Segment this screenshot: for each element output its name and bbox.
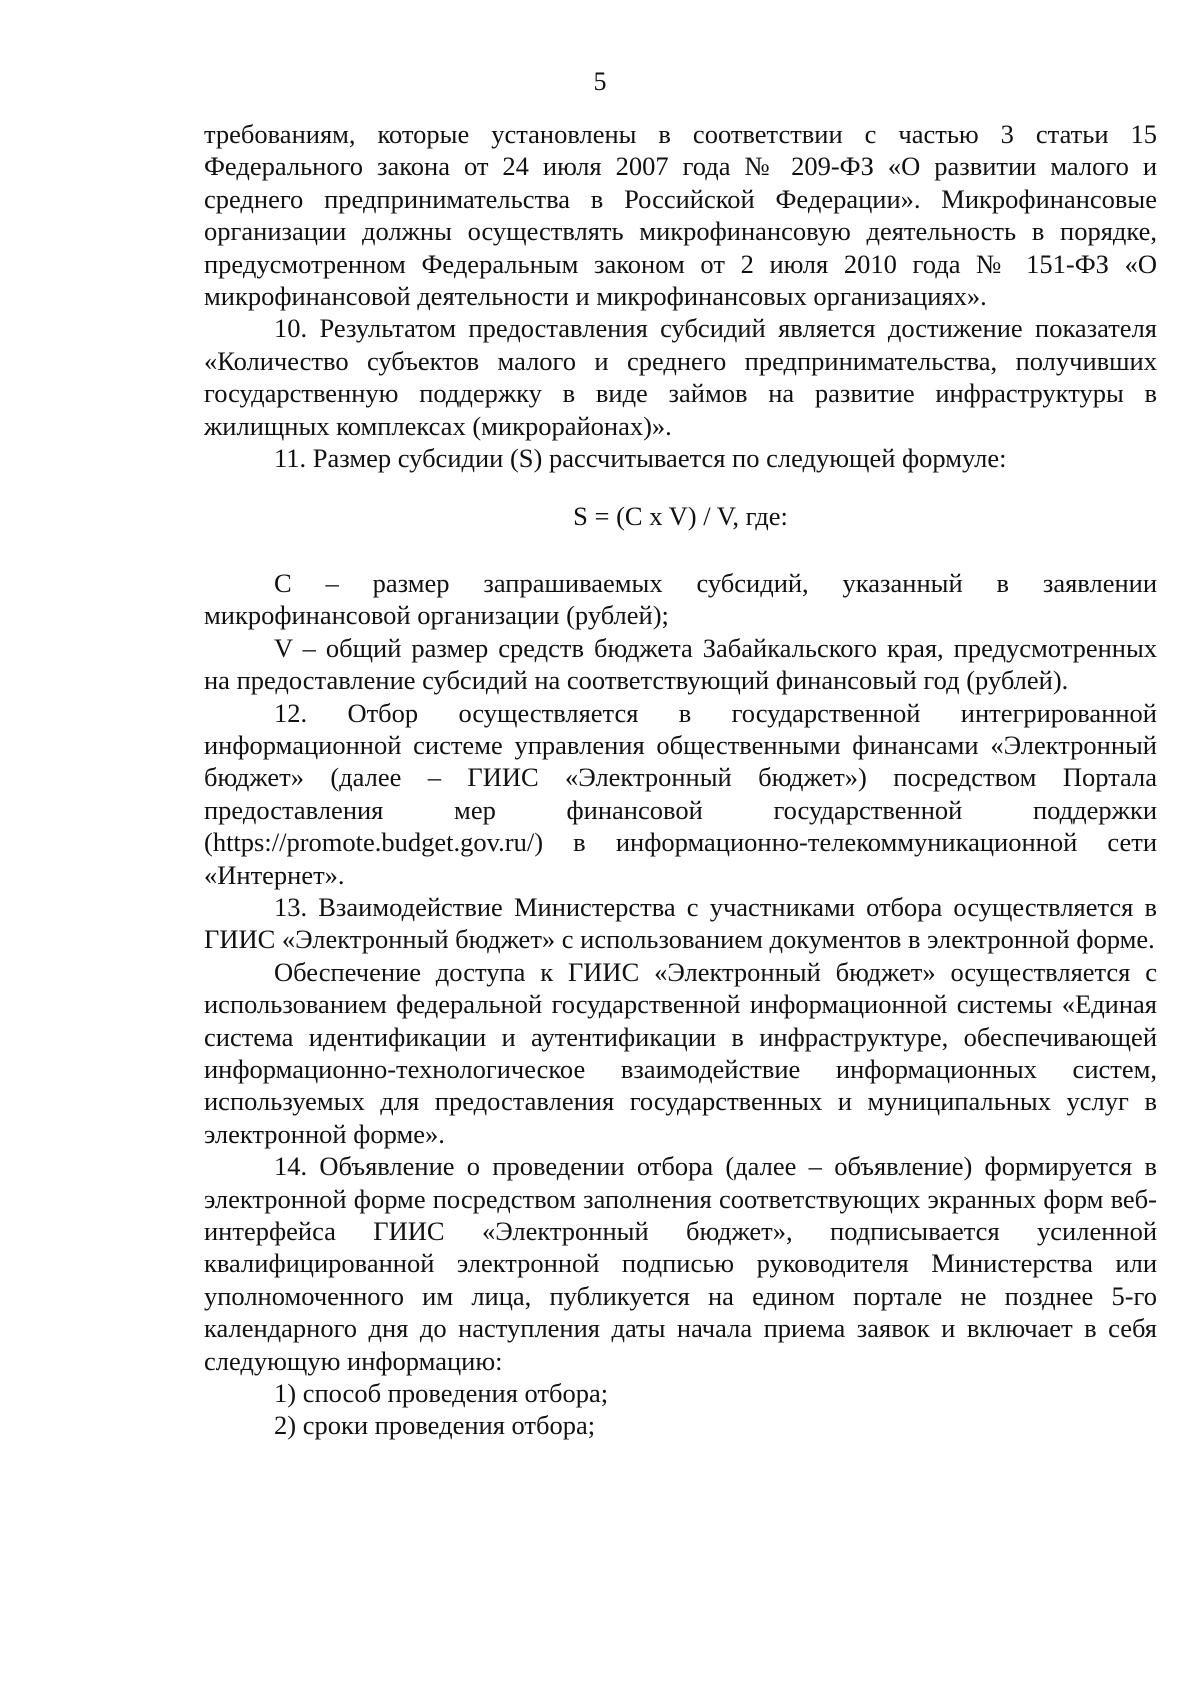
paragraph-14: 14. Объявление о проведении отбора (далее – объявление) формируется в электронной форме посредством заполнения соответствующих экранных форм веб-интерфейса ГИИС «Электронный бюджет», подписывается усиленной квалифицированной электронной подписью руководителя Министерства или уполномоченного им лица, публикуется на едином портале не позднее 5-го календарного дня до наступления даты начала приема заявок и включает в себя следующую информацию:: [204, 1151, 1157, 1376]
document-body: [204, 118, 1157, 1442]
paragraph-12: 12. Отбор осуществляется в государственной интегрированной информационной системе управления общественными финансами «Электронный бюджет» (далее – ГИИС «Электронный бюджет») посредством Портала предоставления мер финансовой государственной поддержки (https://promote.budget.gov.ru/) в информационно-телекоммуникационной сети «Интернет».: [204, 697, 1157, 890]
paragraph-continuation: требованиям, которые установлены в соответствии с частью 3 статьи 15 Федерального закона от 24 июля 2007 года № 209-ФЗ «О развитии малого и среднего предпринимательства в Российской Федерации». Микрофинансовые организации должны осуществлять микрофинансовую деятельность в порядке, предусмотренном Федеральным законом от 2 июля 2010 года № 151-ФЗ «О микрофинансовой деятельности и микрофинансовых организациях».: [204, 119, 1157, 312]
list-item-1: 1) способ проведения отбора;: [274, 1378, 609, 1409]
paragraph-13: 13. Взаимодействие Министерства с участниками отбора осуществляется в ГИИС «Электронный бюджет» с использованием документов в электронной форме.: [204, 891, 1157, 955]
definition-c: C – размер запрашиваемых субсидий, указанный в заявлении микрофинансовой организации (рублей);: [204, 567, 1157, 631]
paragraph-10: 10. Результатом предоставления субсидий является достижение показателя «Количество субъектов малого и среднего предпринимательства, получивших государственную поддержку в виде займов на развитие инфраструктуры в жилищных комплексах (микрорайонах)».: [204, 313, 1157, 441]
definition-v: V – общий размер средств бюджета Забайкальского края, предусмотренных на предоставление субсидий на соответствующий финансовый год (рублей).: [204, 632, 1157, 696]
paragraph-11: 11. Размер субсидии (S) рассчитывается по следующей формуле:: [274, 443, 1007, 474]
subsidy-formula: S = (C x V) / V, где:: [573, 501, 788, 532]
list-item-2: 2) сроки проведения отбора;: [274, 1410, 596, 1441]
page-number: 5: [593, 67, 607, 96]
paragraph-13-access: Обеспечение доступа к ГИИС «Электронный бюджет» осуществляется с использованием федеральной государственной информационной системы «Единая система идентификации и аутентификации в инфраструктуре, обеспечивающей информационно-технологическое взаимодействие информационных систем, используемых для предоставления государственных и муниципальных услуг в электронной форме».: [204, 956, 1157, 1149]
